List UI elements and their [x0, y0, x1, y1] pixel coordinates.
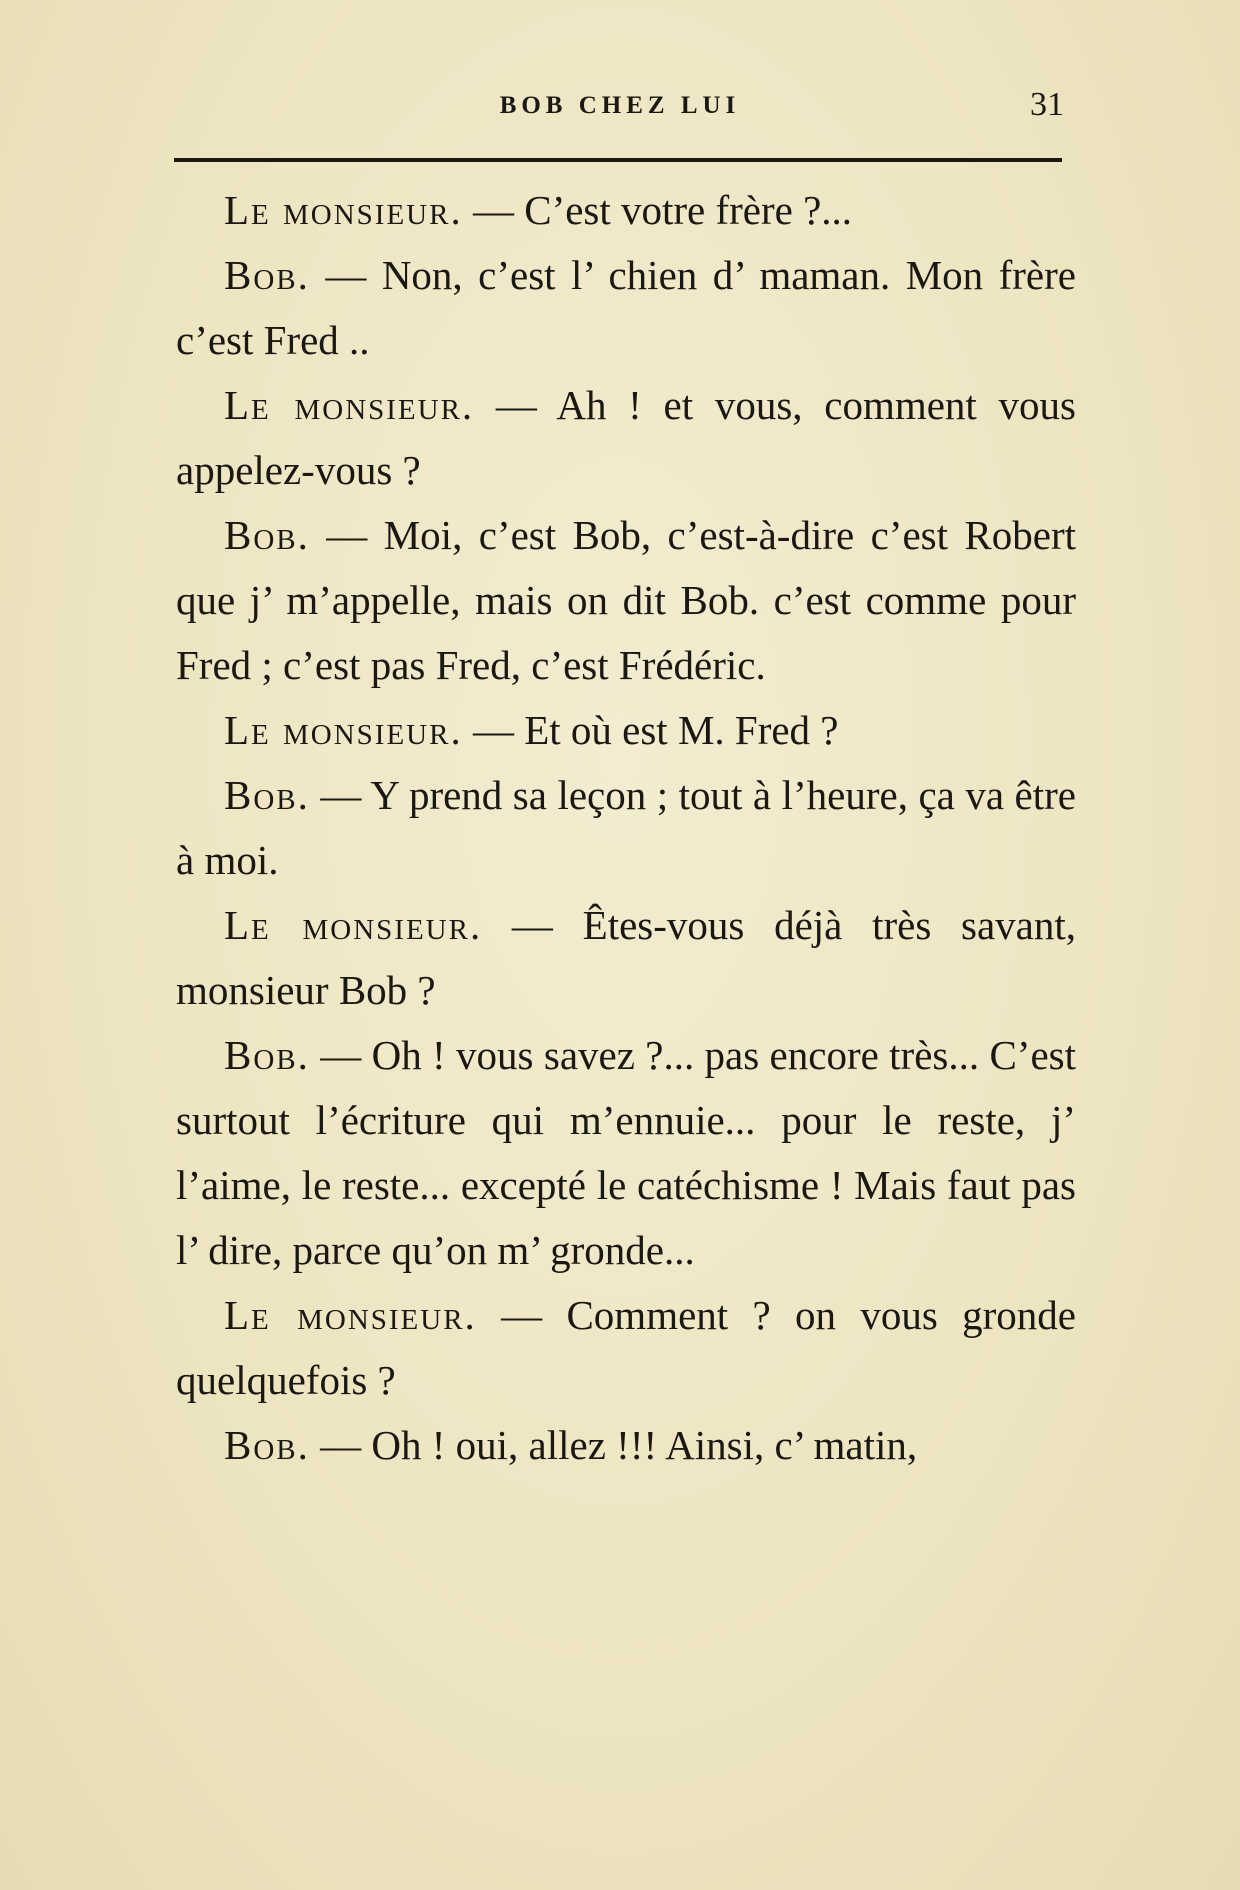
dialogue-paragraph	[176, 698, 1076, 763]
running-title: BOB CHEZ LUI	[499, 92, 741, 119]
speaker-name: Bob.	[224, 512, 310, 558]
speaker-name: Bob.	[224, 1032, 310, 1078]
speaker-name: Le monsieur.	[224, 187, 463, 233]
speech-text: — Y prend sa leçon ; tout à l’heure, ça va être à moi.	[176, 772, 1076, 883]
speech-text: — Êtes-vous déjà très savant, monsieur Bob ?	[176, 902, 1076, 1013]
running-head	[176, 86, 1064, 132]
speech-text: — Comment ? on vous gronde quelquefois ?	[176, 1292, 1076, 1403]
dialogue-paragraph	[176, 893, 1076, 1023]
dialogue-paragraph	[176, 373, 1076, 503]
dialogue-paragraph	[176, 243, 1076, 373]
dialogue-paragraph	[176, 503, 1076, 698]
speech-text: — C’est votre frère ?...	[462, 187, 853, 233]
speaker-name: Le monsieur.	[224, 902, 483, 948]
dialogue-paragraph	[176, 1023, 1076, 1283]
header-rule	[174, 158, 1062, 162]
speech-text: — Ah ! et vous, comment vous appelez-vous ?	[176, 382, 1076, 493]
dialogue-paragraph	[176, 1283, 1076, 1413]
page-number: 31	[1030, 86, 1064, 123]
speaker-name: Bob.	[224, 772, 310, 818]
speech-text: — Non, c’est l’ chien d’ maman. Mon frère c’est Fred ..	[176, 252, 1076, 363]
dialogue-paragraph	[176, 1413, 1076, 1478]
speaker-name: Le monsieur.	[224, 382, 475, 428]
speech-text: — Moi, c’est Bob, c’est-à-dire c’est Robert que j’ m’appelle, mais on dit Bob. c’est comme pour Fred ; c’est pas Fred, c’est Frédéric.	[176, 512, 1076, 688]
dialogue-paragraph	[176, 763, 1076, 893]
speech-text: — Et où est M. Fred ?	[462, 707, 839, 753]
speech-text: — Oh ! vous savez ?... pas encore très... C’est surtout l’écriture qui m’ennuie... pour le reste, j’ l’aime, le reste... excepté le catéchisme ! Mais faut pas l’ dire, parce qu’on m’ gronde...	[176, 1032, 1076, 1273]
speech-text: — Oh ! oui, allez !!! Ainsi, c’ matin,	[309, 1422, 918, 1468]
speaker-name: Le monsieur.	[224, 707, 463, 753]
speaker-name: Bob.	[224, 252, 310, 298]
dialogue-paragraph	[176, 178, 1076, 243]
speaker-name: Le monsieur.	[224, 1292, 477, 1338]
dialogue-text	[176, 178, 1076, 1478]
speaker-name: Bob.	[224, 1422, 310, 1468]
